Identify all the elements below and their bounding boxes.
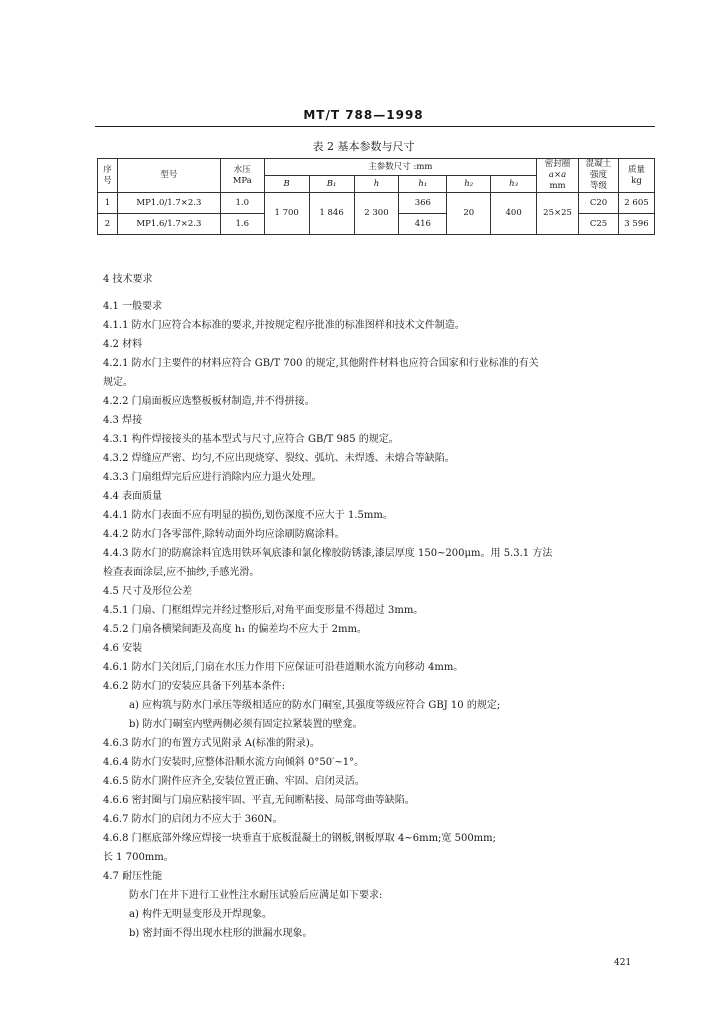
row1-concrete: C20 (579, 193, 619, 214)
cell-h: 2 300 (354, 193, 399, 235)
header-dim-h: h (354, 176, 399, 193)
clause-text: 4.6.8 门框底部外缘应焊接一块垂直于底板混凝土的钢板,钢板厚取 4~6mm;宽 500mm; (103, 833, 497, 844)
table-row (98, 193, 655, 214)
clause-text: 4.3.3 门扇组焊完后应进行消除内应力退火处理。 (103, 472, 322, 483)
header-seal (537, 159, 579, 193)
clause-text: 4.1.1 防水门应符合本标准的要求,并按规定程序批准的标准图样和技术文件制造。 (103, 320, 465, 331)
clause-text: 4.4.2 防水门各零部件,除转动面外均应涂刷防腐涂料。 (103, 529, 345, 540)
cell-B: 1 700 (264, 193, 309, 235)
list-item: b) 密封面不得出现水柱形的泄漏水现象。 (129, 928, 313, 939)
clause-text: 4.4.3 防水门的防腐涂料宜选用铁环氧底漆和氯化橡胶防锈漆,漆层厚度 150~200μm。用 5.3.1 方法 (103, 548, 553, 559)
row1-pressure: 1.0 (220, 193, 264, 214)
clause-text: 4.6.6 密封圈与门扇应粘接牢固、平直,无间断粘接、局部弯曲等缺陷。 (103, 795, 415, 806)
header-dim-h2: h₂ (447, 176, 491, 193)
header-mass-line1: 质量 (627, 164, 645, 175)
clause-continuation: 规定。 (103, 377, 133, 388)
header-model: 型号 (117, 159, 220, 193)
subsection-heading: 4.7 耐压性能 (103, 871, 163, 882)
header-concrete-line1: 混凝土 (585, 159, 612, 169)
row2-no: 2 (98, 214, 118, 235)
header-seal-line1: 密封圈 (544, 159, 571, 169)
clause-text: 4.4.1 防水门表面不应有明显的损伤,划伤深度不应大于 1.5mm。 (103, 510, 393, 521)
header-seal-line3: mm (549, 181, 566, 191)
clause-text: 4.2.2 门扇面板应选整板板材制造,并不得拼接。 (103, 396, 315, 407)
row1-mass: 2 605 (618, 193, 654, 214)
list-item: a) 应构筑与防水门承压等级相适应的防水门硐室,其强度等级应符合 GBJ 10 的规定; (129, 700, 501, 711)
header-seal-line2: a×a (548, 170, 567, 180)
header-dim-h1: h₁ (399, 176, 447, 193)
clause-text: 4.6.7 防水门的启闭力不应大于 360N。 (103, 814, 283, 825)
clause-text: 4.6.4 防水门安装时,应整体沿顺水流方向倾斜 0°50′~1°。 (103, 757, 365, 768)
header-pressure-unit: MPa (232, 175, 252, 186)
header-pressure (220, 159, 264, 193)
list-item: a) 构件无明显变形及开焊现象。 (129, 909, 273, 920)
header-main-dims: 主参数尺寸 :mm (264, 159, 536, 176)
clause-text: 4.3.1 构件焊接接头的基本型式与尺寸,应符合 GB/T 985 的规定。 (103, 434, 399, 445)
clause-text: 4.5.1 门扇、门框组焊完并经过整形后,对角平面变形量不得超过 3mm。 (103, 605, 424, 616)
row1-h1: 366 (399, 193, 447, 214)
header-concrete-line2: 强度 (589, 170, 607, 180)
clause-text: 4.6.1 防水门关闭后,门扇在水压力作用下应保证可沿巷道顺水流方向移动 4mm。 (103, 662, 464, 673)
parameters-table (97, 158, 655, 235)
clause-text: 4.6.2 防水门的安装应具备下列基本条件: (103, 681, 285, 692)
page-number: 421 (614, 958, 632, 968)
header-concrete-line3: 等级 (589, 181, 607, 191)
row2-concrete: C25 (579, 214, 619, 235)
header-pressure-label: 水压 (233, 164, 251, 175)
row1-model: MP1.0/1.7×2.3 (117, 193, 220, 214)
clause-continuation: 长 1 700mm。 (103, 852, 174, 863)
list-item: b) 防水门硐室内壁两侧必须有固定拉紧装置的壁龛。 (129, 719, 363, 730)
row2-pressure: 1.6 (220, 214, 264, 235)
row2-mass: 3 596 (618, 214, 654, 235)
standard-header: MT/T 788—1998 (303, 108, 424, 122)
header-concrete (579, 159, 619, 193)
cell-h3: 400 (491, 193, 537, 235)
paragraph-text: 防水门在井下进行工业性注水耐压试验后应满足如下要求: (129, 890, 383, 901)
subsection-heading: 4.2 材料 (103, 339, 143, 350)
header-no: 序号 (98, 159, 118, 193)
header-dim-h3: h₃ (491, 176, 537, 193)
clause-text: 4.5.2 门扇各横梁间距及高度 h₁ 的偏差均不应大于 2mm。 (103, 624, 367, 635)
subsection-heading: 4.5 尺寸及形位公差 (103, 586, 193, 597)
row2-model: MP1.6/1.7×2.3 (117, 214, 220, 235)
clause-text: 4.6.5 防水门附件应齐全,安装位置正确、牢固、启闭灵活。 (103, 776, 365, 787)
row1-no: 1 (98, 193, 118, 214)
header-dim-B1: B₁ (309, 176, 354, 193)
subsection-heading: 4.3 焊接 (103, 415, 143, 426)
clause-text: 4.3.2 焊缝应严密、均匀,不应出现烧穿、裂纹、弧坑、未焊透、未熔合等缺陷。 (103, 453, 455, 464)
clause-continuation: 检查表面涂层,应不抽纱,手感光滑。 (103, 567, 260, 578)
subsection-heading: 4.6 安装 (103, 643, 143, 654)
cell-B1: 1 846 (309, 193, 354, 235)
subsection-heading: 4.4 表面质量 (103, 491, 163, 502)
header-dim-B: B (264, 176, 309, 193)
cell-h2: 20 (447, 193, 491, 235)
clause-text: 4.6.3 防水门的布置方式见附录 A(标准的附录)。 (103, 738, 320, 749)
section-heading: 4 技术要求 (103, 274, 153, 285)
row2-h1: 416 (399, 214, 447, 235)
header-mass-line2: kg (631, 175, 642, 186)
cell-seal: 25×25 (537, 193, 579, 235)
clause-text: 4.2.1 防水门主要件的材料应符合 GB/T 700 的规定,其他附件材料也应符合国家和行业标准的有关 (103, 358, 539, 369)
subsection-heading: 4.1 一般要求 (103, 301, 163, 312)
table-caption: 表 2 基本参数与尺寸 (312, 140, 415, 153)
header-rule (95, 126, 655, 127)
header-mass (618, 159, 654, 193)
